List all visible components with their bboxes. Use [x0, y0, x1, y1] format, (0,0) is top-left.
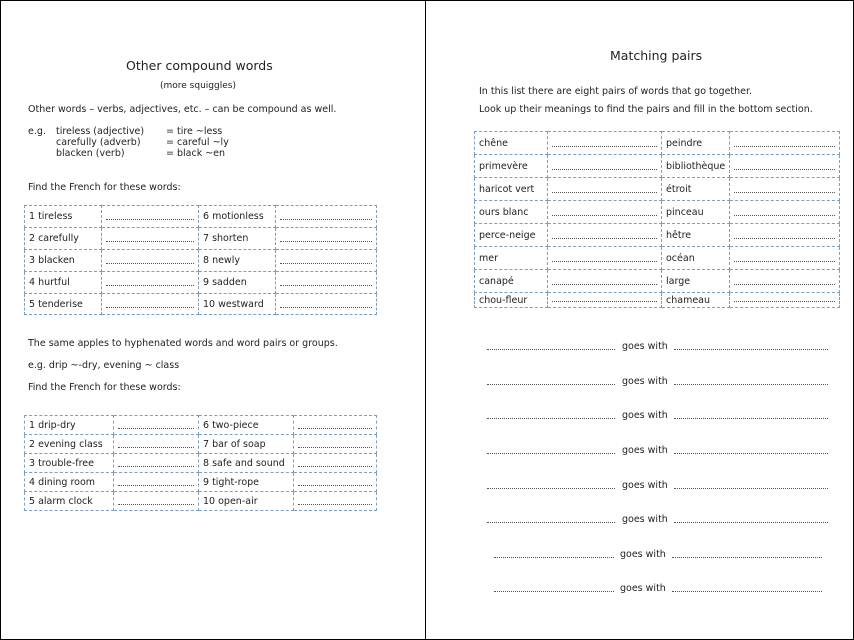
example-word-2: carefully (adverb) — [56, 137, 141, 148]
pair-blank-right[interactable] — [674, 453, 828, 454]
match-word-b: pinceau — [662, 201, 730, 224]
matching-table — [474, 131, 840, 308]
answer-blank[interactable] — [548, 201, 662, 224]
answer-blank[interactable] — [548, 132, 662, 155]
page-divider — [425, 0, 426, 640]
answer-blank[interactable] — [730, 270, 840, 293]
table2-word: 10 open-air — [199, 492, 294, 511]
table1-word: 9 sadden — [199, 272, 276, 294]
answer-blank[interactable] — [548, 155, 662, 178]
match-word-a: chou-fleur — [475, 293, 548, 308]
table2-word: 9 tight-rope — [199, 473, 294, 492]
answer-blank[interactable] — [548, 270, 662, 293]
pair-blank-right[interactable] — [672, 557, 822, 558]
right-title: Matching pairs — [610, 48, 703, 63]
goes-with-label: goes with — [622, 480, 668, 491]
pair-blank-left[interactable] — [487, 522, 615, 523]
match-word-b: océan — [662, 247, 730, 270]
pair-blank-right[interactable] — [674, 522, 828, 523]
eg-label: e.g. — [28, 126, 46, 137]
answer-blank[interactable] — [276, 228, 377, 250]
match-word-b: bibliothèque — [662, 155, 730, 178]
goes-with-label: goes with — [622, 341, 668, 352]
match-word-a: mer — [475, 247, 548, 270]
pair-blank-right[interactable] — [674, 384, 828, 385]
pair-blank-right[interactable] — [674, 418, 828, 419]
match-word-a: ours blanc — [475, 201, 548, 224]
match-word-a: primevère — [475, 155, 548, 178]
answer-blank[interactable] — [114, 435, 199, 454]
pair-blank-left[interactable] — [494, 557, 614, 558]
table1-word: 3 blacken — [25, 250, 102, 272]
table1-word: 1 tireless — [25, 206, 102, 228]
goes-with-label: goes with — [622, 514, 668, 525]
answer-blank[interactable] — [114, 492, 199, 511]
match-word-a: canapé — [475, 270, 548, 293]
table1-word: 2 carefully — [25, 228, 102, 250]
answer-blank[interactable] — [730, 178, 840, 201]
answer-blank[interactable] — [730, 224, 840, 247]
answer-blank[interactable] — [276, 250, 377, 272]
example-eq-3: = black ~en — [166, 148, 226, 159]
pair-blank-left[interactable] — [487, 453, 615, 454]
table1-word: 4 hurtful — [25, 272, 102, 294]
match-word-a: perce-neige — [475, 224, 548, 247]
answer-blank[interactable] — [102, 228, 199, 250]
answer-blank[interactable] — [294, 492, 377, 511]
example-word-1: tireless (adjective) — [56, 126, 145, 137]
pair-blank-right[interactable] — [672, 591, 822, 592]
answer-blank[interactable] — [102, 272, 199, 294]
answer-blank[interactable] — [548, 247, 662, 270]
answer-blank[interactable] — [102, 294, 199, 315]
table1-word: 6 motionless — [199, 206, 276, 228]
answer-blank[interactable] — [114, 416, 199, 435]
goes-with-label: goes with — [622, 410, 668, 421]
pair-blank-left[interactable] — [487, 384, 615, 385]
match-word-b: peindre — [662, 132, 730, 155]
table1-word: 8 newly — [199, 250, 276, 272]
answer-blank[interactable] — [294, 454, 377, 473]
answer-blank[interactable] — [102, 250, 199, 272]
table2-word: 3 trouble-free — [25, 454, 114, 473]
answer-blank[interactable] — [276, 272, 377, 294]
example-eq-2: = careful ~ly — [166, 137, 229, 148]
right-intro-2: Look up their meanings to find the pairs and fill in the bottom section. — [479, 104, 813, 115]
hyphen-text: The same apples to hyphenated words and word pairs or groups. — [28, 338, 338, 349]
table2-word: 1 drip-dry — [25, 416, 114, 435]
left-intro: Other words – verbs, adjectives, etc. – can be compound as well. — [28, 104, 337, 115]
match-word-b: étroit — [662, 178, 730, 201]
answer-blank[interactable] — [294, 435, 377, 454]
table1-word: 5 tenderise — [25, 294, 102, 315]
table2-word: 6 two-piece — [199, 416, 294, 435]
answer-blank[interactable] — [276, 206, 377, 228]
table2-word: 2 evening class — [25, 435, 114, 454]
answer-blank[interactable] — [102, 206, 199, 228]
example-eq-1: = tire ~less — [166, 126, 223, 137]
left-title: Other compound words — [126, 58, 273, 73]
example-word-3: blacken (verb) — [56, 148, 125, 159]
goes-with-label: goes with — [620, 583, 666, 594]
table1-word: 10 westward — [199, 294, 276, 315]
match-word-b: chameau — [662, 293, 730, 308]
match-word-b: hêtre — [662, 224, 730, 247]
table2-word: 7 bar of soap — [199, 435, 294, 454]
hyphen-example: e.g. drip ~-dry, evening ~ class — [28, 360, 180, 371]
pair-blank-right[interactable] — [674, 488, 828, 489]
left-subtitle: (more squiggles) — [160, 81, 236, 91]
word-table-1 — [24, 205, 377, 315]
answer-blank[interactable] — [294, 473, 377, 492]
table1-word: 7 shorten — [199, 228, 276, 250]
pair-blank-left[interactable] — [487, 488, 615, 489]
answer-blank[interactable] — [730, 201, 840, 224]
match-word-a: haricot vert — [475, 178, 548, 201]
goes-with-label: goes with — [622, 376, 668, 387]
answer-blank[interactable] — [114, 454, 199, 473]
answer-blank[interactable] — [548, 224, 662, 247]
pair-blank-left[interactable] — [494, 591, 614, 592]
answer-blank[interactable] — [548, 178, 662, 201]
match-word-a: chêne — [475, 132, 548, 155]
find-french-1: Find the French for these words: — [28, 182, 181, 193]
find-french-2: Find the French for these words: — [28, 382, 181, 393]
goes-with-label: goes with — [620, 549, 666, 560]
table2-word: 5 alarm clock — [25, 492, 114, 511]
answer-blank[interactable] — [548, 293, 662, 308]
answer-blank[interactable] — [730, 132, 840, 155]
right-intro-1: In this list there are eight pairs of words that go together. — [479, 86, 753, 97]
answer-blank[interactable] — [294, 416, 377, 435]
pair-blank-left[interactable] — [487, 349, 615, 350]
goes-with-label: goes with — [622, 445, 668, 456]
match-word-b: large — [662, 270, 730, 293]
answer-blank[interactable] — [730, 293, 840, 308]
pair-blank-right[interactable] — [674, 349, 828, 350]
answer-blank[interactable] — [730, 247, 840, 270]
word-table-2 — [24, 415, 377, 511]
answer-blank[interactable] — [276, 294, 377, 315]
pair-blank-left[interactable] — [487, 418, 615, 419]
table2-word: 4 dining room — [25, 473, 114, 492]
table2-word: 8 safe and sound — [199, 454, 294, 473]
answer-blank[interactable] — [114, 473, 199, 492]
answer-blank[interactable] — [730, 155, 840, 178]
